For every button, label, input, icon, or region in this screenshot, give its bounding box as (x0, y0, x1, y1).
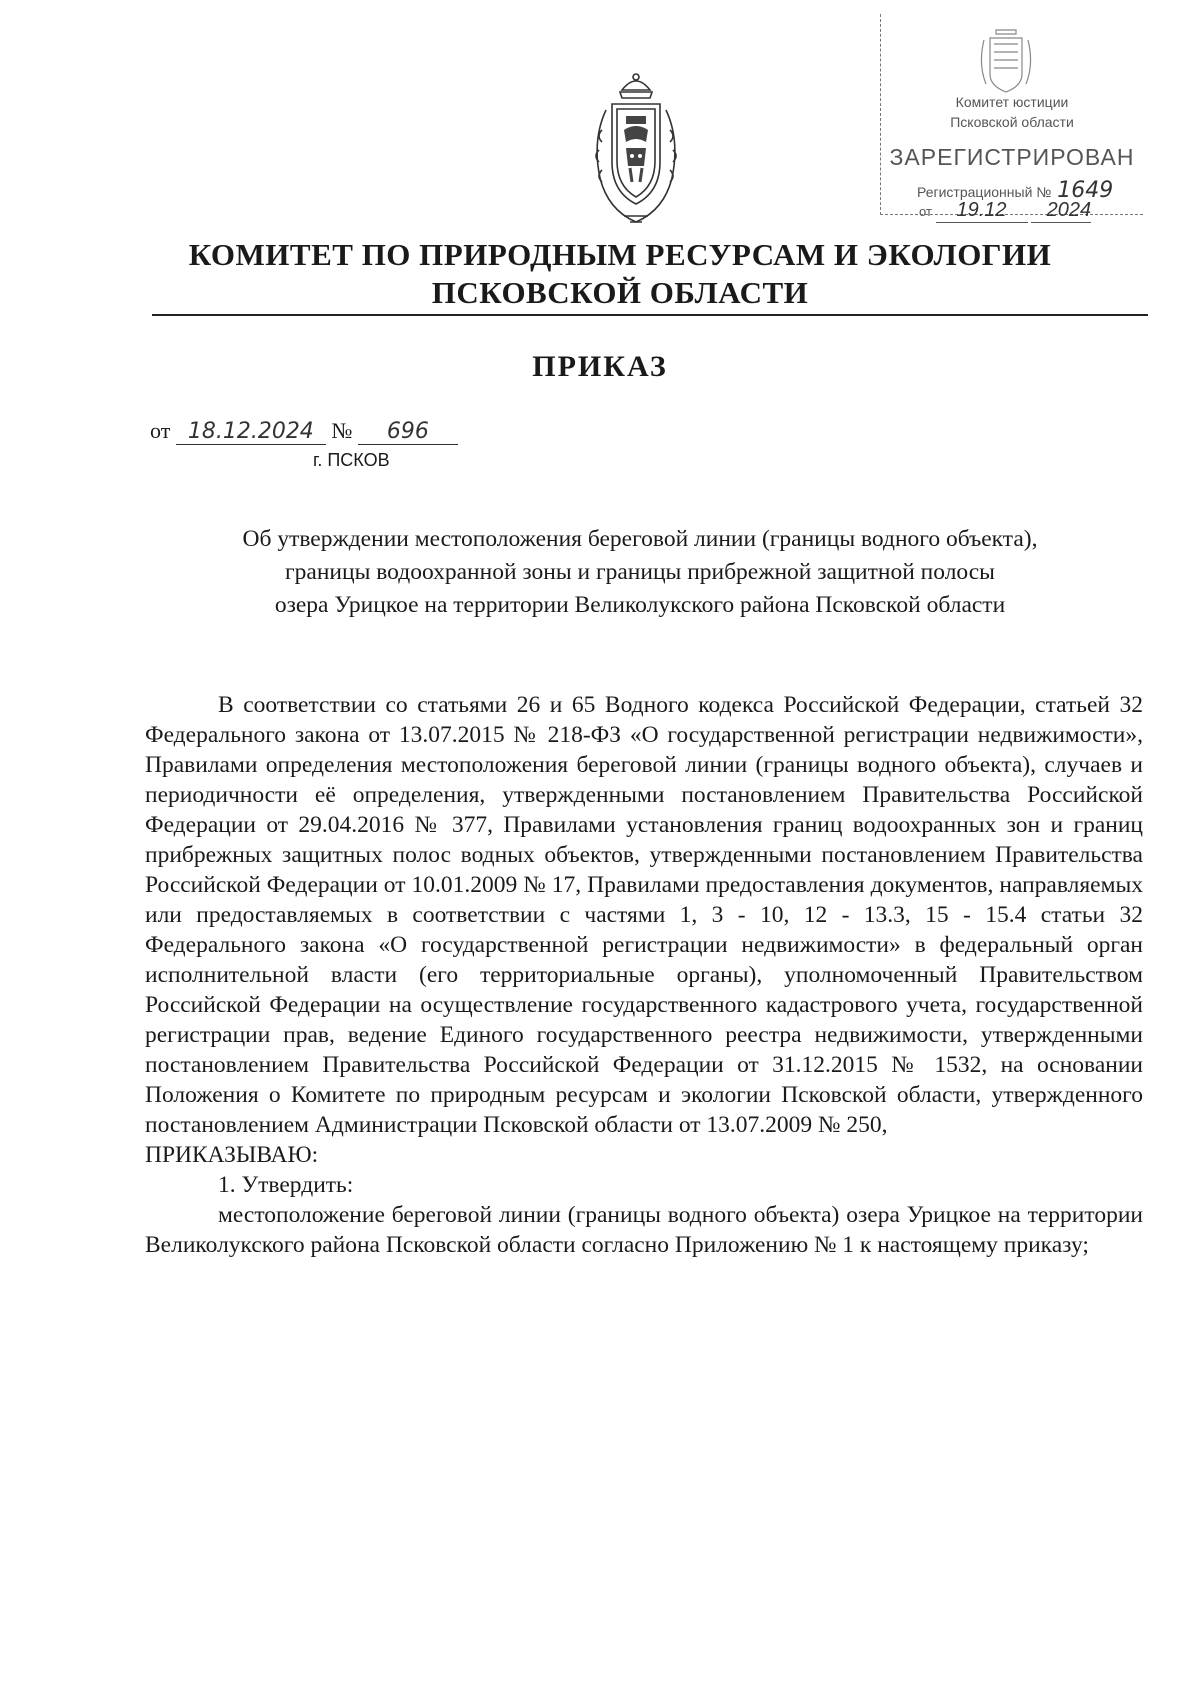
header-divider (152, 314, 1148, 316)
order-date-number (150, 418, 458, 445)
stamp-org-line2: Псковской области (950, 114, 1074, 130)
organization-title-line2: ПСКОВСКОЙ ОБЛАСТИ (431, 275, 809, 310)
city: г. ПСКОВ (313, 450, 390, 470)
stamp-emblem-icon (976, 20, 1036, 100)
order-body (145, 690, 1143, 1260)
subject-line2: границы водоохранной зоны и границы прибрежной защитной полосы (285, 559, 995, 585)
order-subject (140, 523, 1140, 622)
registration-stamp (880, 14, 1143, 221)
date-label: от (150, 418, 171, 443)
document-type: ПРИКАЗ (532, 350, 668, 383)
stamp-date-value: 19.12 (936, 199, 1028, 223)
subject-line1: Об утверждении местоположения береговой линии (границы водного объекта), (242, 526, 1038, 552)
organization-title-line1: КОМИТЕТ ПО ПРИРОДНЫМ РЕСУРСАМ И ЭКОЛОГИИ (188, 237, 1052, 272)
item-1: 1. Утвердить: (218, 1172, 354, 1198)
stamp-date-prefix: от (919, 204, 932, 219)
stamp-registration-date (919, 199, 1091, 223)
subject-line3: озера Урицкое на территории Великолукского района Псковской области (274, 592, 1006, 618)
coat-of-arms-emblem (586, 70, 686, 230)
item-1-subpoint: местоположение береговой линии (границы водного объекта) озера Урицкое на территории Великолукского района Псковской области согласно Приложению № 1 к настоящему приказу; (145, 1202, 1143, 1258)
stamp-reg-no-value: 1649 (1057, 178, 1114, 203)
stamp-org-line1: Комитет юстиции (955, 94, 1069, 110)
order-number: 696 (358, 419, 458, 445)
order-word: ПРИКАЗЫВАЮ: (145, 1142, 319, 1168)
stamp-registered-label: ЗАРЕГИСТРИРОВАН (889, 144, 1135, 170)
preamble-paragraph: В соответствии со статьями 26 и 65 Водного кодекса Российской Федерации, статьей 32 Федерального закона от 13.07.2015 № 218-ФЗ «О государственной регистрации недвижимости», Правилами определения местоположения береговой линии (границы водного объекта), случаев и периодичности её определения, утвержденными постановлением Правительства Российской Федерации от 29.04.2016 № 377, Правилами установления границ водоохранных зон и границ прибрежных защитных полос водных объектов, утвержденными постановлением Правительства Российской Федерации от 10.01.2009 № 17, Правилами предоставления документов, направляемых или предоставляемых в соответствии с частями 1, 3 - 10, 12 - 13.3, 15 - 15.4 статьи 32 Федерального закона «О государственной регистрации недвижимости» в федеральный орган исполнительной власти (его территориальные органы), уполномоченный Правительством Российской Федерации на осуществление государственного кадастрового учета, государственной регистрации прав, ведение Единого государственного реестра недвижимости, утвержденными постановлением Правительства Российской Федерации от 31.12.2015 № 1532, на основании Положения о Комитете по природным ресурсам и экологии Псковской области, утвержденного постановлением Администрации Псковской области от 13.07.2009 № 250, (145, 692, 1143, 1138)
number-label: № (331, 418, 353, 443)
order-date: 18.12.2024 (176, 419, 326, 445)
stamp-reg-no-label: Регистрационный № (917, 184, 1052, 200)
organization-title (150, 236, 1090, 312)
stamp-date-year: 2024 (1031, 199, 1091, 223)
